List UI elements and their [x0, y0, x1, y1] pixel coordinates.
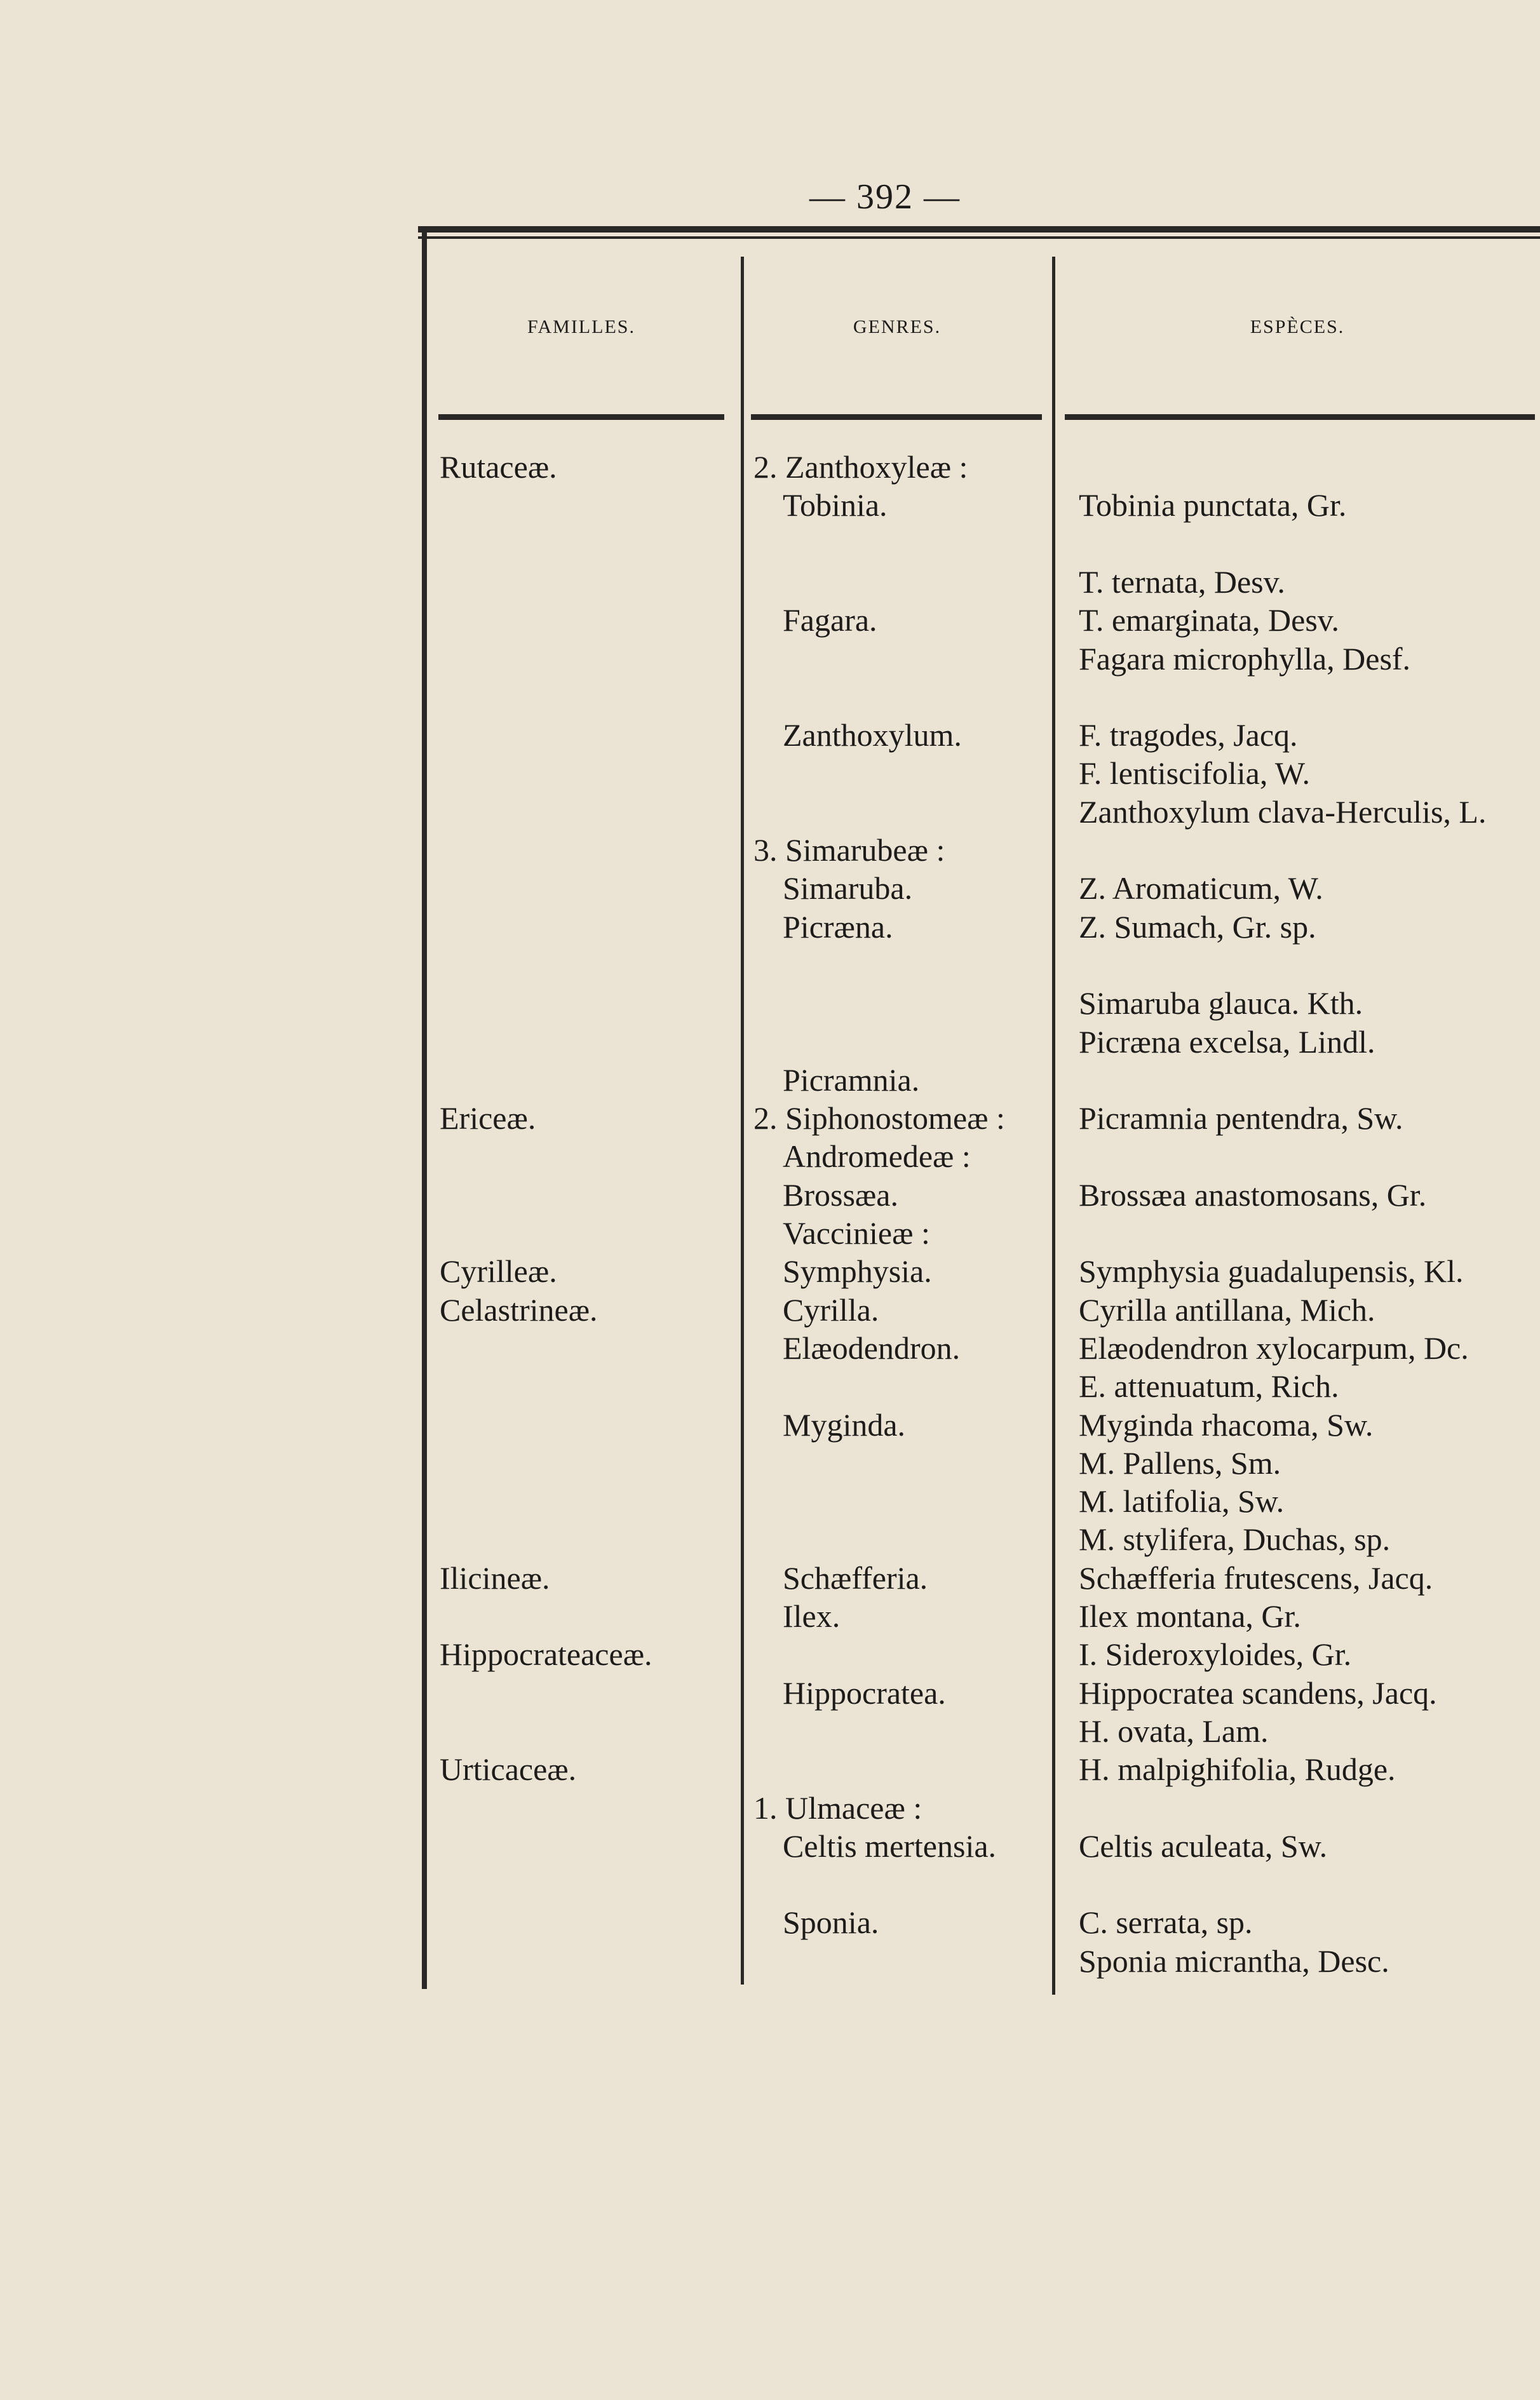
- genus-name: Celtis mertensia.: [783, 1828, 997, 1864]
- family-name: Hippocrateaceæ.: [440, 1636, 652, 1673]
- species-name: Simaruba glauca. Kth.: [1079, 985, 1363, 1021]
- genus-name: Symphysia.: [783, 1253, 932, 1290]
- species-name: M. stylifera, Duchas, sp.: [1079, 1521, 1391, 1558]
- genus-name: Schæfferia.: [783, 1560, 928, 1596]
- species-name: Fagara microphylla, Desf.: [1079, 640, 1411, 677]
- page-number: — 392 —: [809, 177, 961, 217]
- species-name: T. emarginata, Desv.: [1079, 602, 1340, 638]
- genus-name: Ilex.: [783, 1598, 841, 1634]
- species-name: Brossæa anastomosans, Gr.: [1079, 1176, 1427, 1213]
- header-separator-especes: [1065, 414, 1535, 420]
- genus-name: Elæodendron.: [783, 1330, 961, 1366]
- genus-name: 1. Ulmaceæ :: [753, 1790, 922, 1826]
- species-name: Zanthoxylum clava-Herculis, L.: [1079, 793, 1487, 830]
- column-divider-2: [1052, 257, 1055, 1995]
- species-name: I. Sideroxyloides, Gr.: [1079, 1636, 1352, 1673]
- family-name: Cyrilleæ.: [440, 1253, 557, 1290]
- species-name: H. malpighifolia, Rudge.: [1079, 1751, 1396, 1788]
- genus-name: Picræna.: [783, 908, 893, 945]
- species-name: C. serrata, sp.: [1079, 1904, 1253, 1941]
- genus-name: Hippocratea.: [783, 1675, 946, 1711]
- species-name: Elæodendron xylocarpum, Dc.: [1079, 1330, 1469, 1366]
- family-name: Celastrineæ.: [440, 1291, 598, 1328]
- species-name: F. lentiscifolia, W.: [1079, 755, 1311, 792]
- column-divider-1: [741, 257, 744, 1985]
- species-name: M. latifolia, Sw.: [1079, 1483, 1285, 1520]
- species-name: M. Pallens, Sm.: [1079, 1445, 1281, 1481]
- species-name: H. ovata, Lam.: [1079, 1713, 1269, 1749]
- genus-name: Vaccinieæ :: [783, 1215, 930, 1251]
- species-name: F. tragodes, Jacq.: [1079, 717, 1298, 753]
- genus-name: 3. Simarubeæ :: [753, 832, 945, 868]
- genus-name: Tobinia.: [783, 487, 888, 523]
- family-name: Urticaceæ.: [440, 1751, 577, 1788]
- genus-name: Picramnia.: [783, 1062, 920, 1098]
- header-especes: ESPÈCES.: [1250, 316, 1345, 337]
- genus-name: 2. Siphonostomeæ :: [753, 1100, 1005, 1136]
- species-name: Myginda rhacoma, Sw.: [1079, 1406, 1374, 1443]
- genus-name: Brossæa.: [783, 1176, 898, 1213]
- species-name: Ilex montana, Gr.: [1079, 1598, 1301, 1634]
- genus-name: Cyrilla.: [783, 1291, 879, 1328]
- left-border: [422, 226, 427, 1989]
- header-familles: FAMILLES.: [527, 316, 635, 337]
- header-genres: GENRES.: [853, 316, 942, 337]
- genus-name: Andromedeæ :: [783, 1138, 971, 1175]
- species-name: Z. Sumach, Gr. sp.: [1079, 908, 1316, 945]
- family-name: Ericeæ.: [440, 1100, 536, 1136]
- family-name: Ilicineæ.: [440, 1560, 550, 1596]
- species-name: Picramnia pentendra, Sw.: [1079, 1100, 1403, 1136]
- family-name: Rutaceæ.: [440, 449, 557, 485]
- genus-name: Myginda.: [783, 1406, 906, 1443]
- genus-name: Fagara.: [783, 602, 877, 638]
- species-name: Schæfferia frutescens, Jacq.: [1079, 1560, 1433, 1596]
- species-name: Z. Aromaticum, W.: [1079, 870, 1323, 907]
- top-rule-thin: [418, 236, 1540, 239]
- species-name: Hippocratea scandens, Jacq.: [1079, 1675, 1437, 1711]
- header-separator-familles: [438, 414, 724, 420]
- species-name: Tobinia punctata, Gr.: [1079, 487, 1347, 523]
- genus-name: Zanthoxylum.: [783, 717, 962, 753]
- genus-name: 2. Zanthoxyleæ :: [753, 449, 968, 485]
- species-name: Symphysia guadalupensis, Kl.: [1079, 1253, 1464, 1290]
- genus-name: Sponia.: [783, 1904, 879, 1941]
- species-name: Sponia micrantha, Desc.: [1079, 1943, 1389, 1979]
- header-separator-genres: [751, 414, 1042, 420]
- species-name: Cyrilla antillana, Mich.: [1079, 1291, 1375, 1328]
- species-name: T. ternata, Desv.: [1079, 563, 1285, 600]
- species-name: Picræna excelsa, Lindl.: [1079, 1023, 1375, 1060]
- genus-name: Simaruba.: [783, 870, 913, 907]
- top-rule: [418, 226, 1540, 233]
- species-name: E. attenuatum, Rich.: [1079, 1368, 1339, 1405]
- species-name: Celtis aculeata, Sw.: [1079, 1828, 1328, 1864]
